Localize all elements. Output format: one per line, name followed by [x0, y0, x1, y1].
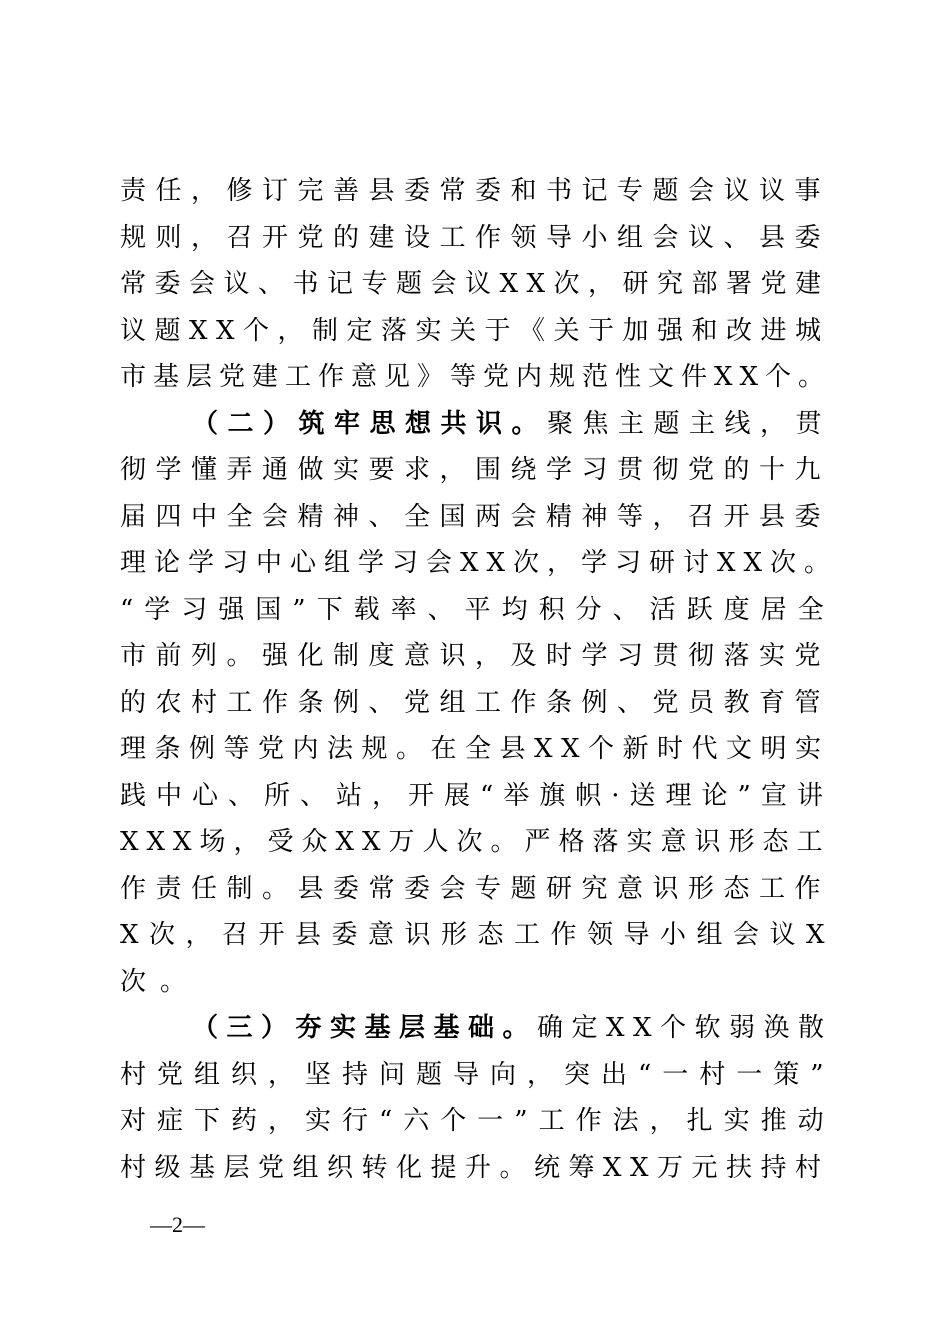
- text-line: 对症下药，实行“六个一”工作法，扎实推动: [120, 1106, 835, 1136]
- text-line: 践中心、所、站，开展“举旗帜·送理论”宣讲: [120, 780, 833, 811]
- text-line: 彻学懂弄通做实要求，围绕学习贯彻党的十九: [120, 455, 831, 485]
- text-line: 村党组织，坚持问题导向，突出“一村一策”: [120, 1059, 835, 1090]
- page-number: —2—: [150, 1212, 205, 1237]
- text-line: 议题XX个，制定落实关于《关于加强和改进城: [120, 315, 830, 346]
- text-line: 理条例等党内法规。在全县XX个新时代文明实: [120, 734, 830, 764]
- text-line: 聚焦主题主线，贯: [547, 408, 832, 439]
- section-3-heading: （三）夯实基层基础。: [192, 1013, 538, 1043]
- text-line: X次，召开县委意识形态工作领导小组会议X: [120, 920, 836, 950]
- section-3-first-line: [120, 1005, 840, 1052]
- text-line: XXX场，受众XX万人次。严格落实意识形态工: [120, 827, 831, 857]
- body-text: [120, 168, 840, 1191]
- paragraph-1: [120, 168, 840, 401]
- section-2: [120, 401, 840, 1006]
- section-2-heading: （二）筑牢思想共识。: [192, 408, 548, 439]
- text-line: 的农村工作条例、党组工作条例、党员教育管: [120, 687, 831, 718]
- text-line: 规则，召开党的建设工作领导小组会议、县委: [120, 222, 831, 253]
- text-line: 作责任制。县委常委会专题研究意识形态工作: [120, 873, 831, 904]
- text-line: “学习强国”下载率、平均积分、活跃度居全: [120, 594, 835, 625]
- text-line: 理论学习中心组学习会XX次，学习研讨XX次。: [120, 548, 839, 578]
- text-line: 确定XX个软弱涣散: [537, 1013, 833, 1043]
- text-line: 次。: [120, 966, 201, 997]
- section-3: [120, 1005, 840, 1191]
- text-line: 届四中全会精神、全国两会精神等，召开县委: [120, 501, 831, 532]
- text-line: 市基层党建工作意见》等党内规范性文件XX个。: [120, 362, 832, 392]
- text-line: 市前列。强化制度意识，及时学习贯彻落实党: [120, 641, 831, 671]
- section-2-first-line: [120, 401, 840, 448]
- text-line: 常委会议、书记专题会议XX次，研究部署党建: [120, 269, 830, 299]
- text-line: 责任，修订完善县委常委和书记专题会议议事: [120, 176, 831, 206]
- text-line: 村级基层党组织转化提升。统筹XX万元扶持村: [120, 1152, 830, 1183]
